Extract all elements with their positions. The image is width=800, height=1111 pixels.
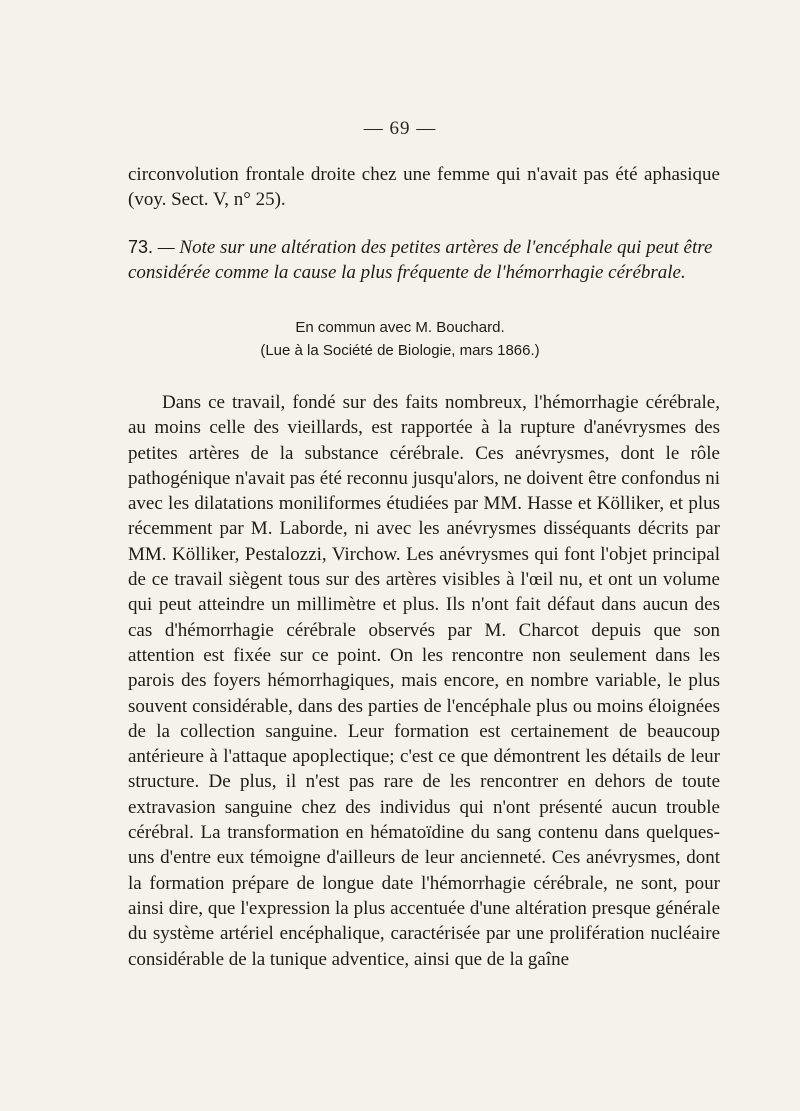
article-heading: [128, 235, 720, 285]
reading-note: (Lue à la Société de Biologie, mars 1866.): [260, 342, 540, 359]
article-title: — Note sur une altération des petites artères de l'encéphale qui peut être considérée comme la cause la plus fréquente de l'hémorrhagie cérébrale.: [128, 237, 713, 283]
coauthor-note: En commun avec M. Bouchard.: [295, 319, 505, 336]
intro-paragraph: circonvolution frontale droite chez une femme qui n'avait pas été aphasique (voy. Sect. V, n° 25).: [128, 164, 720, 210]
article-number: 73.: [128, 237, 154, 257]
article-body: Dans ce travail, fondé sur des faits nombreux, l'hémorrhagie cérébrale, au moins celle des vieillards, est rapportée à la rupture d'anévrysmes des petites artères de la substance cérébrale. Ces anévrysmes, dont le rôle pathogénique n'avait pas été reconnu jusqu'alors, ne doivent être confondus ni avec les dilatations moniliformes étudiées par MM. Hasse et Kölliker, et plus récemment par M. Laborde, ni avec les anévrysmes disséquants décrits par MM. Kölliker, Pestalozzi, Virchow. Les anévrysmes qui font l'objet principal de ce travail siègent tous sur des artères visibles à l'œil nu, et ont un volume qui peut atteindre un millimètre et plus. Ils n'ont fait défaut dans aucun des cas d'hémorrhagie cérébrale observés par M. Charcot depuis que son attention est fixée sur ce point. On les rencontre non seulement dans les parois des foyers hémorrhagiques, mais encore, en nombre variable, le plus souvent considérable, dans des parties de l'encéphale plus ou moins éloignées de la collection sanguine. Leur formation est certainement de beaucoup antérieure à l'attaque apoplectique; c'est ce que démontrent les détails de leur structure. De plus, il n'est pas rare de les rencontrer en dehors de toute extravasion sanguine chez des individus qui n'ont présenté aucun trouble cérébral. La transformation en hématoïdine du sang contenu dans quelques-uns d'entre eux témoigne d'ailleurs de leur ancienneté. Ces anévrysmes, dont la formation prépare de longue date l'hémorrhagie cérébrale, ne sont, pour ainsi dire, que l'expression la plus accentuée d'une altération presque générale du système artériel encéphalique, caractérisée par une prolifération nucléaire considérable de la tunique adventice, ainsi que de la gaîne: [128, 392, 720, 970]
page-number: — 69 —: [363, 118, 437, 139]
